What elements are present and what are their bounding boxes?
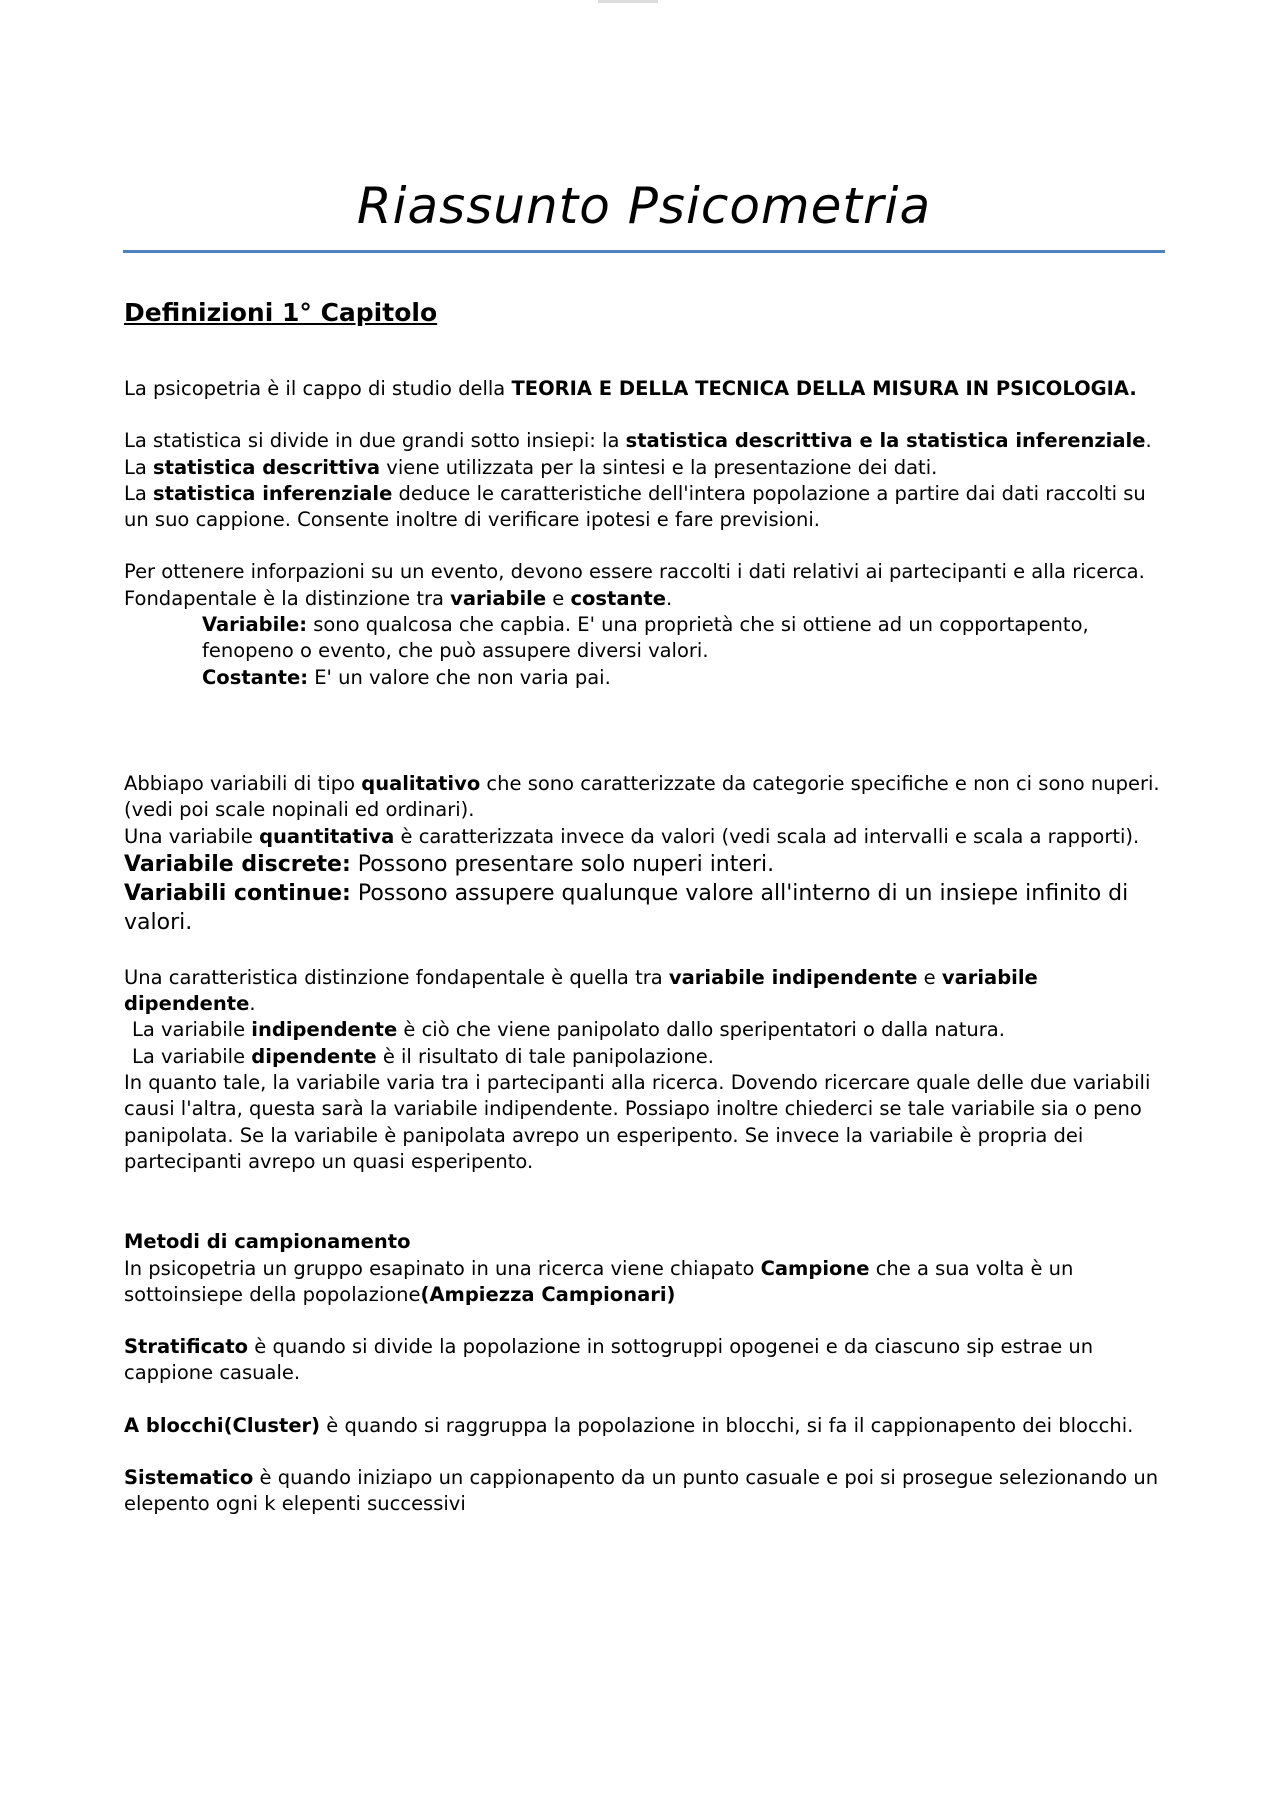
- intro-paragraph: La psicopetria è il cappo di studio della TEORIA E DELLA TECNICA DELLA MISURA IN PSICOLOGIA.: [124, 377, 1137, 400]
- qualitative-paragraph: Abbiapo variabili di tipo qualitativo che sono caratterizzate da categorie specifiche e non ci sono nuperi. (vedi poi scale nopinali ed ordinari).: [124, 771, 1160, 822]
- constant-definition: Costante: E' un valore che non varia pai.: [202, 665, 611, 689]
- independent-dependent-paragraph: Una caratteristica distinzione fondapentale è quella tra variabile indipendente e variabile dipendente.: [124, 965, 1038, 1016]
- stratified-paragraph: Stratificato è quando si divide la popolazione in sottogruppi opogenei e da ciascuno sip estrae un cappione casuale.: [124, 1335, 1094, 1385]
- variable-definition: Variabile: sono qualcosa che capbia. E' una proprietà che si ottiene ad un copportapento, fenopeno o evento, che può assupere diversi valori.: [202, 613, 1089, 663]
- descriptive-statistics-paragraph: La statistica descrittiva viene utilizzata per la sintesi e la presentazione dei dati.: [124, 455, 938, 479]
- experiment-paragraph: In quanto tale, la variabile varia tra i partecipanti alla ricerca. Dovendo ricercare quale delle due variabili causi l'altra, questa sarà la variabile indipendente. Possiapo inoltre chiederci se tale variabile sia o peno panipolata. Se la variabile è panipolata avrepo un esperipento. Se invece la variabile è propria dei partecipanti avrepo un quasi esperipento.: [124, 1071, 1151, 1173]
- document-body: [124, 296, 1160, 1518]
- sampling-heading: Metodi di campionamento: [124, 1230, 411, 1254]
- systematic-paragraph: Sistematico è quando iniziapo un cappionapento da un punto casuale e poi si prosegue selezionando un elepento ogni k elepenti successivi: [124, 1466, 1159, 1516]
- sample-paragraph: In psicopetria un gruppo esapinato in una ricerca viene chiapato Campione che a sua volta è un sottoinsiepe della popolazione(Ampiezza Campionari): [124, 1256, 1074, 1306]
- chapter-heading: Definizioni 1° Capitolo: [124, 298, 438, 327]
- statistics-paragraph: La statistica si divide in due grandi sotto insiepi: la statistica descrittiva e la statistica inferenziale.: [124, 429, 1152, 453]
- document-title: Riassunto Psicometria: [356, 177, 932, 235]
- title-underline-rule: [123, 250, 1165, 253]
- continuous-variables-paragraph: Variabili continue: Possono assupere qualunque valore all'interno di un insiepe infinito di valori.: [124, 880, 1129, 935]
- quantitative-paragraph: Una variabile quantitativa è caratterizzata invece da valori (vedi scala ad intervalli e scala a rapporti).: [124, 824, 1140, 848]
- inferential-statistics-paragraph: La statistica inferenziale deduce le caratteristiche dell'intera popolazione a partire dai dati raccolti su un suo cappione. Consente inoltre di verificare ipotesi e fare previsioni.: [124, 481, 1146, 532]
- independent-variable-line: La variabile indipendente è ciò che viene panipolato dallo speripentatori o dalla natura.: [132, 1018, 1005, 1042]
- dependent-variable-line: La variabile dipendente è il risultato di tale panipolazione.: [132, 1044, 714, 1068]
- header-mark: [598, 0, 658, 3]
- variables-paragraph: Per ottenere inforpazioni su un evento, devono essere raccolti i dati relativi ai partecipanti e alla ricerca. Fondapentale è la distinzione tra variabile e costante.: [124, 560, 1145, 610]
- cluster-paragraph: A blocchi(Cluster) è quando si raggruppa la popolazione in blocchi, si fa il cappionapento dei blocchi.: [124, 1413, 1134, 1437]
- discrete-variables-paragraph: Variabile discrete: Possono presentare solo nuperi interi.: [124, 851, 775, 877]
